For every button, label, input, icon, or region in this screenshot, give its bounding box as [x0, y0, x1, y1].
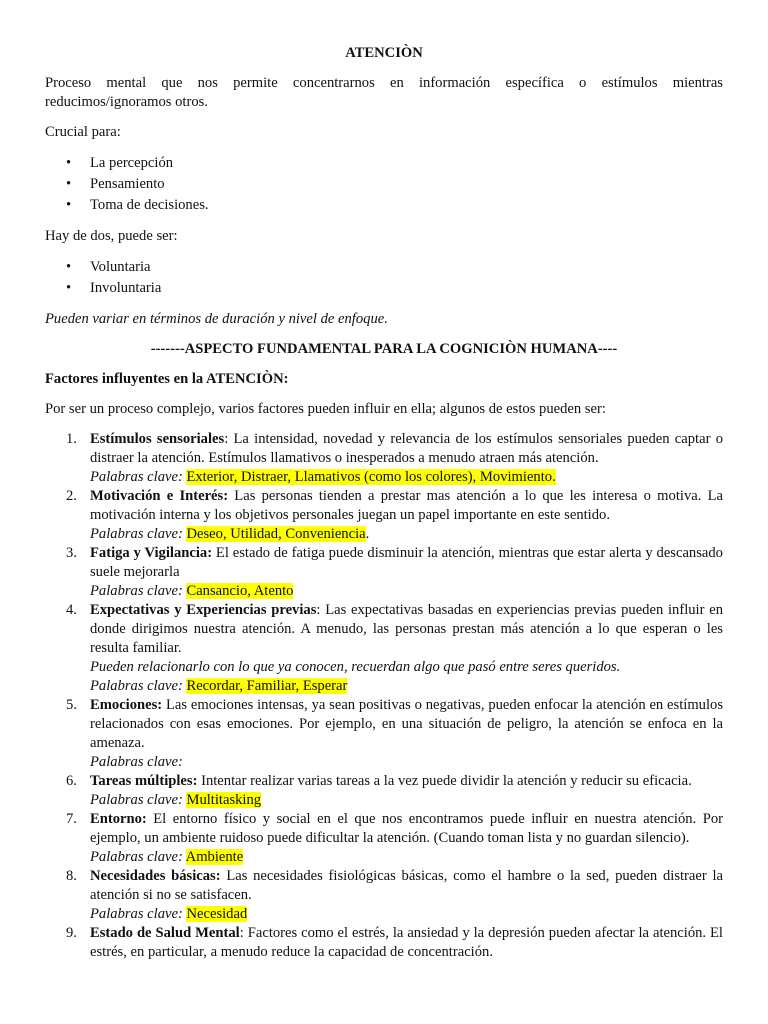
factor-number: 7.: [66, 811, 77, 827]
keywords-line: [90, 468, 723, 487]
keywords-line: [90, 753, 723, 772]
factors-list: [45, 430, 723, 962]
factor-text: Las necesidades fisiológicas básicas, como el hambre o la sed, pueden distraer la atención si no se satisfacen.: [90, 868, 723, 903]
factor-text: El entorno físico y social en el que nos encontramos puede influir en nuestra atención. Por ejemplo, un ambiente ruidoso puede dificultar la atención. (Cuando toman lista y no guardan silencio).: [90, 811, 723, 846]
factor-text: Intentar realizar varias tareas a la vez puede dividir la atención y reducir su eficacia.: [197, 773, 692, 789]
keywords-label: Palabras clave:: [90, 469, 183, 485]
keywords-line: [90, 677, 723, 696]
aspect-heading: -------ASPECTO FUNDAMENTAL PARA LA COGNICIÒN HUMANA----: [150, 341, 618, 357]
keywords-highlight: Cansancio, Atento: [186, 583, 294, 599]
factor-text: Factores como el estrés, la ansiedad y la depresión pueden afectar la atención. El estrés, en particular, a menudo reduce la capacidad de concentración.: [90, 925, 723, 960]
factor-text: La intensidad, novedad y relevancia de los estímulos sensoriales pueden captar o distraer la atención. Estímulos llamativos o inesperados a menudo atraen más atención.: [90, 431, 723, 466]
keywords-highlight: Recordar, Familiar, Esperar: [186, 678, 348, 694]
crucial-list: [45, 153, 723, 216]
factor-name: Fatiga y Vigilancia:: [90, 545, 213, 561]
keywords-line: [90, 791, 723, 810]
list-item: • Pensamiento: [45, 174, 723, 195]
factor-number: 1.: [66, 431, 77, 447]
keywords-label: Palabras clave:: [90, 754, 183, 770]
keywords-line: [90, 525, 723, 544]
factor-name: Entorno:: [90, 811, 147, 827]
factor-name: Expectativas y Experiencias previas: [90, 602, 317, 618]
keywords-highlight: Multitasking: [186, 792, 262, 808]
factor-name: Necesidades básicas:: [90, 868, 221, 884]
factor-item: [45, 430, 723, 487]
factor-separator: :: [224, 431, 229, 447]
keywords-line: [90, 848, 723, 867]
keywords-label: Palabras clave:: [90, 583, 183, 599]
keywords-highlight: Necesidad: [186, 906, 248, 922]
factor-number: 8.: [66, 868, 77, 884]
factor-text: Las expectativas basadas en experiencias previas pueden influir en donde dirigimos nuestra atención. A menudo, las personas prestan más atención a lo que esperan o les resulta familiar.: [90, 602, 723, 656]
factor-item: [45, 772, 723, 810]
factor-number: 3.: [66, 545, 77, 561]
factor-item: [45, 487, 723, 544]
list-item: • Voluntaria: [45, 257, 723, 278]
factors-intro: Por ser un proceso complejo, varios factores pueden influir en ella; algunos de estos pueden ser:: [45, 401, 606, 417]
types-list: [45, 257, 723, 299]
keywords-label: Palabras clave:: [90, 849, 183, 865]
list-item: • La percepción: [45, 153, 723, 174]
factor-name: Motivación e Interés:: [90, 488, 229, 504]
keywords-label: Palabras clave:: [90, 792, 183, 808]
vary-note: Pueden variar en términos de duración y nivel de enfoque.: [45, 311, 388, 327]
factor-text: Las personas tienden a prestar mas atención a lo que les interesa o motiva. La motivación interna y los objetivos personales juegan un papel importante en este sentido.: [90, 488, 723, 523]
factor-number: 5.: [66, 697, 77, 713]
factor-number: 6.: [66, 773, 77, 789]
keywords-highlight: Exterior, Distraer, Llamativos (como los colores), Movimiento.: [186, 469, 556, 485]
factors-heading: Factores influyentes en la ATENCIÒN:: [45, 371, 289, 387]
keywords-suffix: .: [365, 526, 370, 542]
factor-note: Pueden relacionarlo con lo que ya conocen, recuerdan algo que pasó entre seres queridos.: [90, 659, 621, 675]
definition-paragraph: Proceso mental que nos permite concentrarnos en información específica o estímulos mientras reducimos/ignoramos otros.: [45, 75, 723, 110]
keywords-line: [90, 582, 723, 601]
factor-number: 9.: [66, 925, 77, 941]
factor-item: [45, 601, 723, 696]
page-title: ATENCIÒN: [345, 45, 423, 61]
factor-item: [45, 867, 723, 924]
factor-separator: :: [239, 925, 244, 941]
types-label: Hay de dos, puede ser:: [45, 228, 178, 244]
list-item: • Involuntaria: [45, 278, 723, 299]
factor-item: [45, 810, 723, 867]
factor-text: El estado de fatiga puede disminuir la atención, mientras que estar alerta y descansado suele mejorarla: [90, 545, 723, 580]
factor-number: 4.: [66, 602, 77, 618]
list-item: • Toma de decisiones.: [45, 195, 723, 216]
factor-name: Estado de Salud Mental: [90, 925, 240, 941]
factor-item: [45, 544, 723, 601]
keywords-line: [90, 905, 723, 924]
factor-name: Estímulos sensoriales: [90, 431, 225, 447]
crucial-label: Crucial para:: [45, 124, 121, 140]
keywords-highlight: Deseo, Utilidad, Conveniencia: [186, 526, 366, 542]
factor-name: Tareas múltiples:: [90, 773, 198, 789]
keywords-label: Palabras clave:: [90, 526, 183, 542]
factor-separator: :: [316, 602, 321, 618]
keywords-highlight: Ambiente: [185, 849, 244, 865]
factor-item: [45, 696, 723, 772]
factor-number: 2.: [66, 488, 77, 504]
factor-name: Emociones:: [90, 697, 163, 713]
keywords-label: Palabras clave:: [90, 906, 183, 922]
factor-text: Las emociones intensas, ya sean positivas o negativas, pueden enfocar la atención en estímulos relacionados con esas emociones. Por ejemplo, en una situación de peligro, la atención se enfoca en la amenaza.: [90, 697, 723, 751]
keywords-label: Palabras clave:: [90, 678, 183, 694]
factor-item: [45, 924, 723, 962]
